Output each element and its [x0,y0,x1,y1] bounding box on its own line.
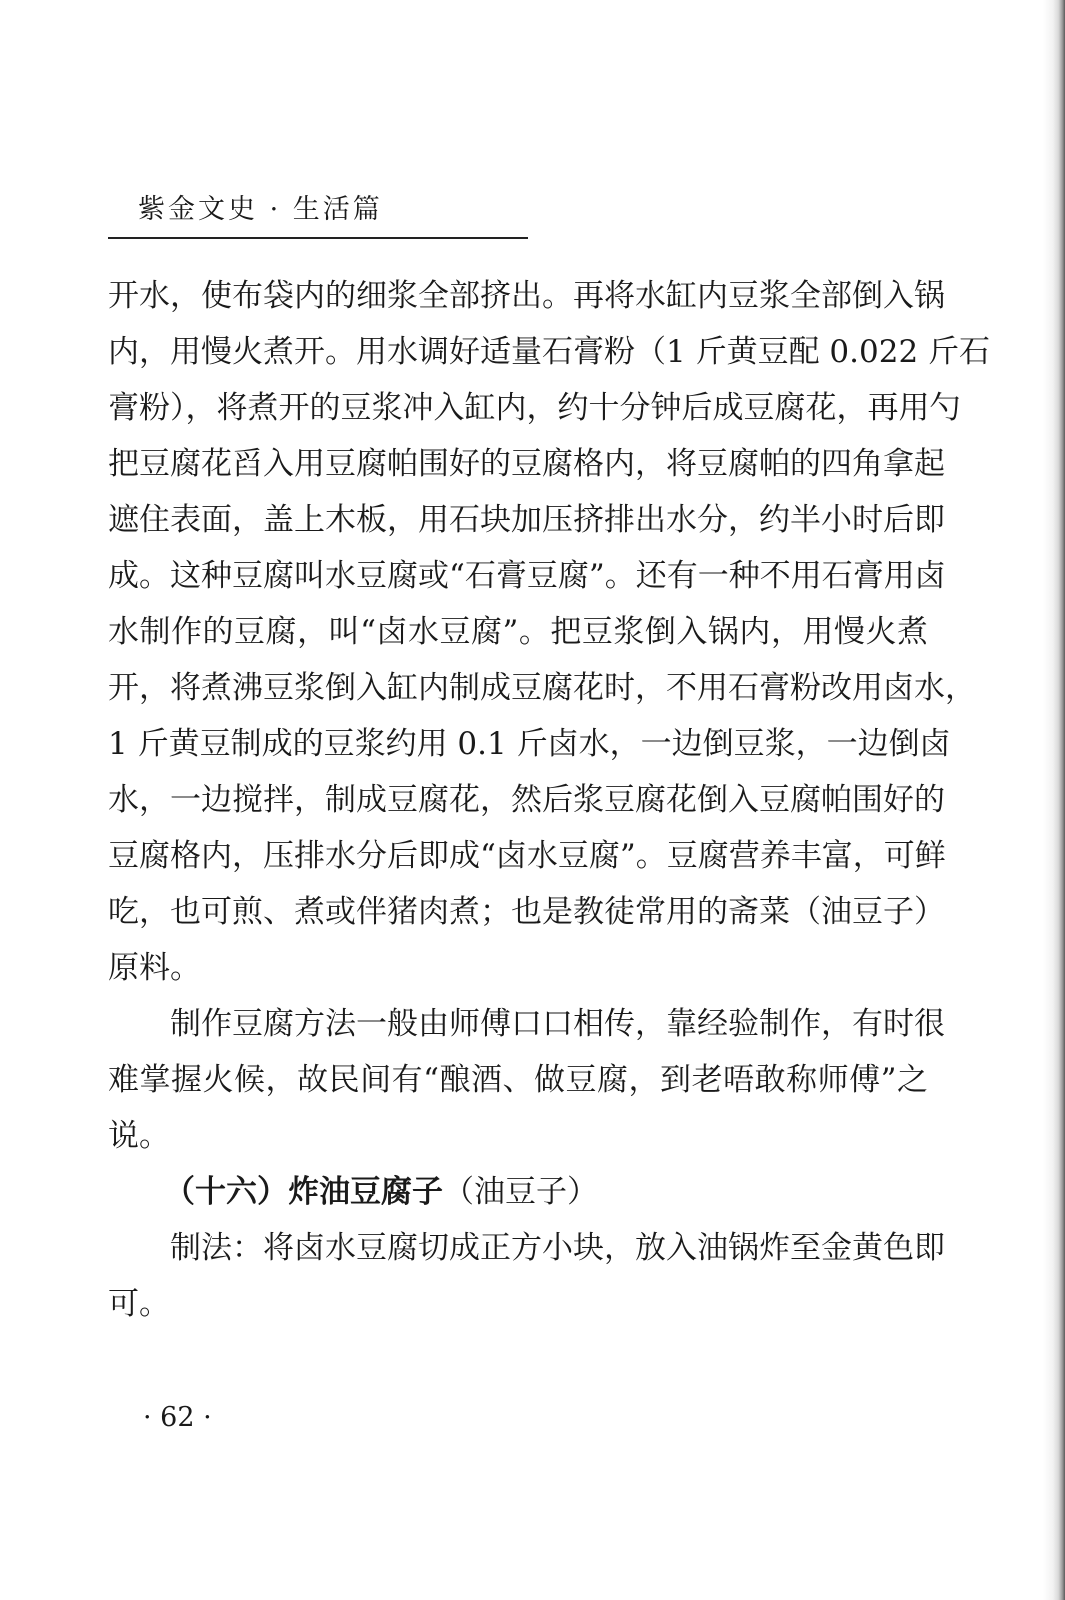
section-title: 炸油豆腐子 [288,1174,443,1210]
paragraph [108,268,991,996]
body-text [108,268,991,1332]
text-line: 制作豆腐方法一般由师傅口口相传，靠经验制作，有时很 [108,1006,945,1042]
text-line: 把豆腐花舀入用豆腐帕围好的豆腐格内，将豆腐帕的四角拿起 [108,446,945,482]
text-line: 开，将煮沸豆浆倒入缸内制成豆腐花时，不用石膏粉改用卤水， [108,670,976,706]
section-number: （十六） [164,1174,288,1210]
text-line: 吃，也可煎、煮或伴猪肉煮；也是教徒常用的斋菜（油豆子） [108,894,945,930]
running-header: 紫金文史 · 生活篇 [138,194,383,225]
text-line: 遮住表面，盖上木板，用石块加压挤排出水分，约半小时后即 [108,502,945,538]
text-line: 可。 [108,1286,170,1322]
text-line: 制法：将卤水豆腐切成正方小块，放入油锅炸至金黄色即 [108,1230,945,1266]
text-line: 水制作的豆腐，叫“卤水豆腐”。把豆浆倒入锅内，用慢火煮 [108,614,928,650]
header-rule [108,237,528,239]
text-line: 豆腐格内，压排水分后即成“卤水豆腐”。豆腐营养丰富，可鲜 [108,838,946,874]
text-line: 原料。 [108,950,201,986]
text-line: 成。这种豆腐叫水豆腐或“石膏豆腐”。还有一种不用石膏用卤 [108,558,946,594]
text-line: 水，一边搅拌，制成豆腐花，然后浆豆腐花倒入豆腐帕围好的 [108,782,945,818]
text-line: 1 斤黄豆制成的豆浆约用 0.1 斤卤水，一边倒豆浆，一边倒卤 [108,726,951,762]
text-line: 膏粉），将煮开的豆浆冲入缸内，约十分钟后成豆腐花，再用勺 [108,390,961,426]
section-heading [108,1164,928,1220]
scan-edge-shadow [1043,0,1065,1600]
method-paragraph [108,1220,945,1332]
paragraph [108,996,945,1164]
page-number: · 62 · [143,1402,212,1433]
text-line: 说。 [108,1118,170,1154]
text-line: 难掌握火候，故民间有“酿酒、做豆腐，到老唔敢称师傅”之 [108,1062,928,1098]
text-line: 内，用慢火煮开。用水调好适量石膏粉（1 斤黄豆配 0.022 斤石 [108,334,991,370]
text-line: 开水，使布袋内的细浆全部挤出。再将水缸内豆浆全部倒入锅 [108,278,945,314]
section-alt-name: （油豆子） [443,1174,598,1210]
